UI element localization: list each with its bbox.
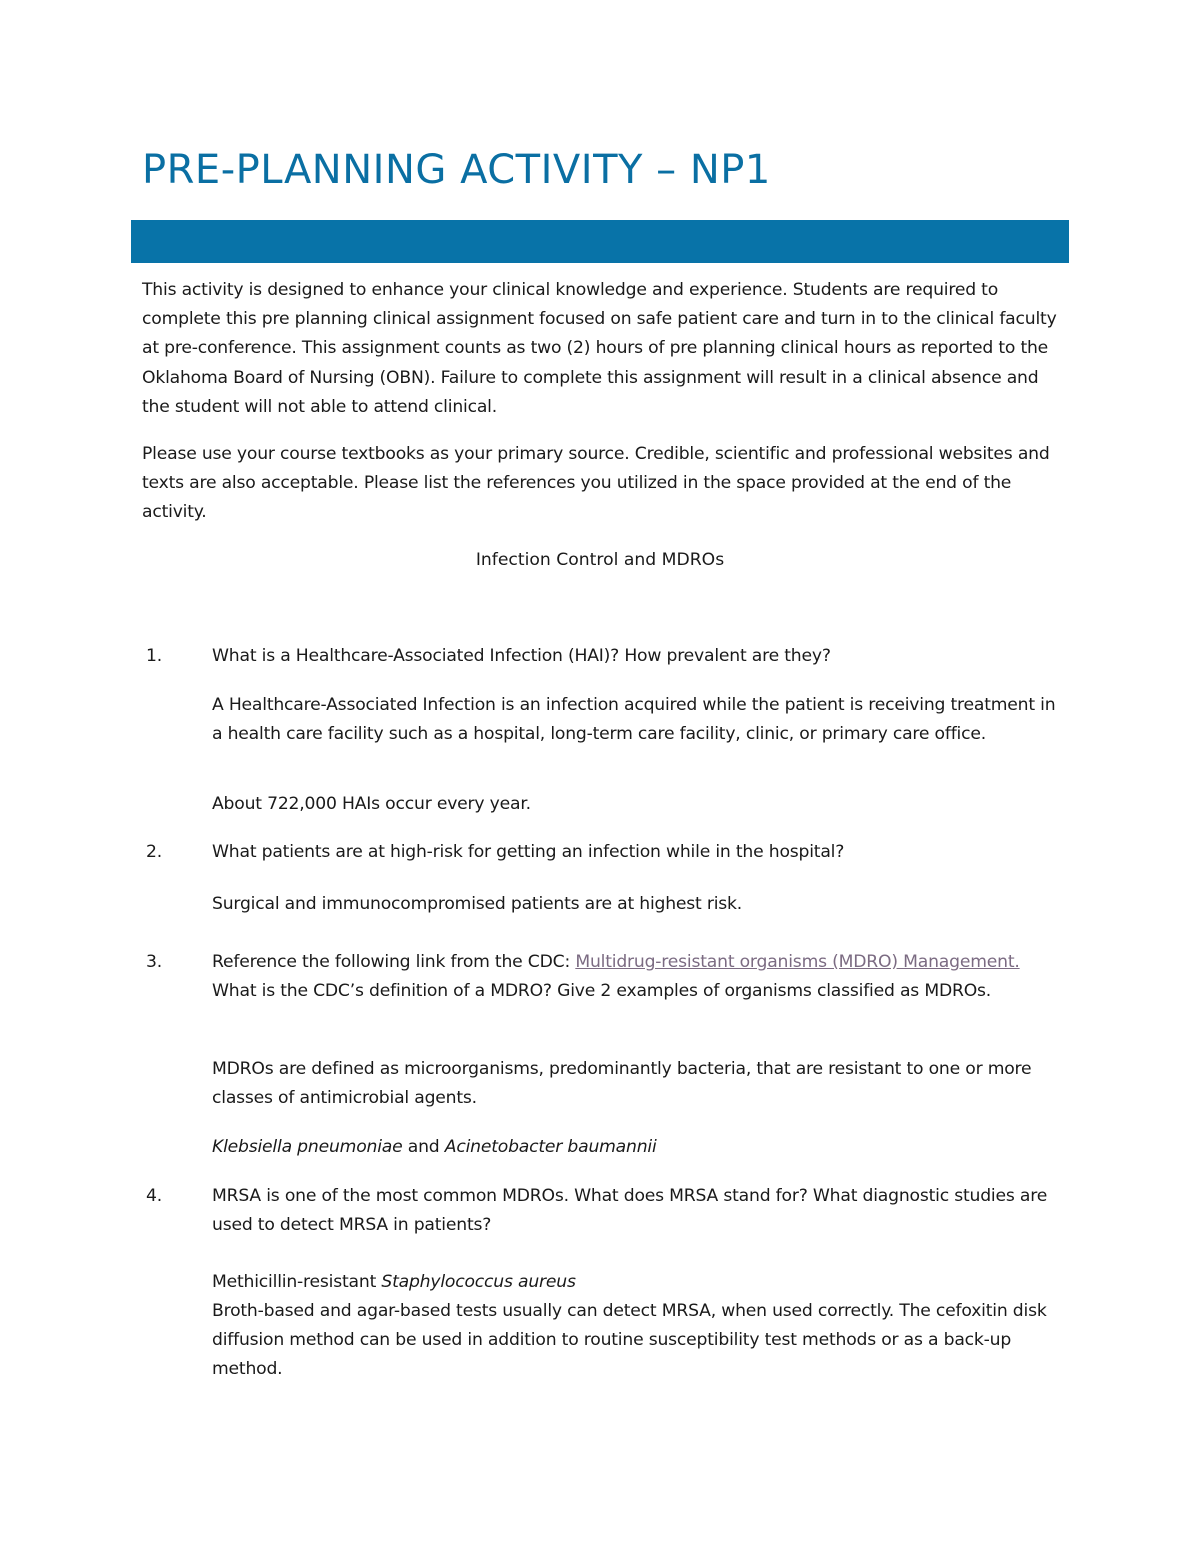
sources-paragraph: Please use your course textbooks as your primary source. Credible, scientific and professional websites and texts are also acceptable. Please list the references you utilized in the space provided at the end of the activity. [142,444,1050,523]
question-2 [142,838,1062,867]
conjunction-and: and [402,1137,445,1157]
answer-4-paragraph-1 [212,1268,1062,1297]
question-number: 2. [146,842,162,862]
answer-3-paragraph-1: MDROs are defined as microorganisms, predominantly bacteria, that are resistant to one or more classes of antimicrobial agents. [212,1059,1032,1109]
cdc-mdro-link[interactable]: Multidrug-resistant organisms (MDRO) Management. [575,952,1020,972]
question-text-after-link: What is the CDC’s definition of a MDRO? Give 2 examples of organisms classified as MDROs. [212,981,992,1002]
answer-3-paragraph-2 [212,1133,1062,1162]
question-text: What is a Healthcare-Associated Infection (HAI)? How prevalent are they? [212,646,831,666]
question-text-before-link: Reference the following link from the CDC: [212,952,576,972]
answer-1-paragraph-1: A Healthcare-Associated Infection is an infection acquired while the patient is receiving treatment in a health care facility such as a hospital, long-term care facility, clinic, or primary care office. [212,695,1056,745]
title-banner-bar [131,220,1069,263]
mrsa-expansion-plain: Methicillin-resistant [212,1272,382,1292]
question-text: MRSA is one of the most common MDROs. What does MRSA stand for? What diagnostic studies are used to detect MRSA in patients? [212,1186,1048,1236]
mrsa-expansion-species: Staphylococcus aureus [381,1272,576,1292]
question-number: 4. [146,1186,162,1206]
organism-acinetobacter: Acinetobacter baumannii [444,1137,657,1157]
question-text: What patients are at high-risk for getting an infection while in the hospital? [212,842,845,862]
answer-4-paragraph-2: Broth-based and agar-based tests usually can detect MRSA, when used correctly. The cefoxitin disk diffusion method can be used in addition to routine susceptibility test methods or as a back-up method. [212,1301,1047,1380]
page-title: PRE-PLANNING ACTIVITY – NP1 [142,147,771,193]
question-text [212,948,1062,1006]
section-heading: Infection Control and MDROs [475,550,725,570]
question-1 [142,642,1062,671]
question-4 [142,1182,1062,1240]
intro-paragraph: This activity is designed to enhance your clinical knowledge and experience. Students are required to complete this pre planning clinical assignment focused on safe patient care and turn in to the clinical faculty at pre-conference. This assignment counts as two (2) hours of pre planning clinical hours as reported to the Oklahoma Board of Nursing (OBN). Failure to complete this assignment will result in a clinical absence and the student will not able to attend clinical. [142,280,1057,417]
organism-klebsiella: Klebsiella pneumoniae [212,1137,403,1157]
question-number: 3. [146,952,162,972]
answer-2-paragraph-1: Surgical and immunocompromised patients are at highest risk. [212,894,743,914]
answer-1-paragraph-2: About 722,000 HAIs occur every year. [212,794,531,814]
question-3 [142,948,1062,1006]
question-number: 1. [146,646,162,666]
